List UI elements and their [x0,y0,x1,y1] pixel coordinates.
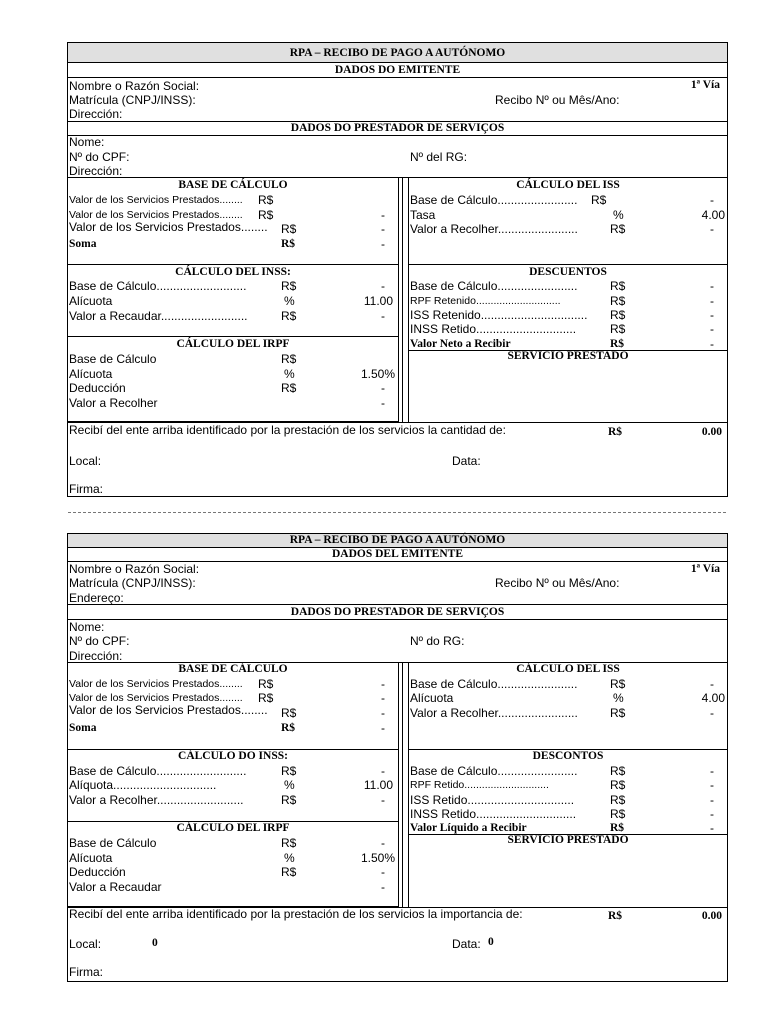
provider-address-label: Dirección: [69,164,123,178]
discount-row-currency: R$ [610,294,626,308]
emitter-header: DADOS DEL EMITENTE [331,548,463,560]
discount-row-label: RPF Retido............................. [410,779,549,791]
irpf-row-currency: R$ [281,865,297,879]
iss-row-value: - [710,193,714,207]
iss-row-currency: % [613,208,624,222]
irpf-row-currency: % [284,851,295,865]
irpf-row-currency: R$ [281,381,297,395]
base-total-currency: R$ [281,722,296,734]
discount-row-value: - [710,322,714,336]
discount-row-value: - [710,778,714,792]
irpf-row-label: Alícuota [69,367,113,381]
base-row-label: Valor de los Servicios Prestados........ [69,678,243,690]
via-label: 1ª Vía [690,563,720,575]
discounts-header: DESCONTOS [532,750,604,762]
base-row-value: - [381,222,385,236]
iss-row-currency: R$ [610,222,626,236]
provider-rg-label: Nº do RG: [410,634,465,648]
inss-row-label: Alícuota [69,294,113,308]
discount-row-value: - [710,807,714,821]
iss-row-currency: R$ [610,706,626,720]
base-total-label: Soma [69,238,97,250]
irpf-row-label: Alícuota [69,851,113,865]
iss-row-value: - [710,222,714,236]
date-value[interactable]: 0 [488,936,494,948]
via-label: 1ª Vía [690,79,720,91]
base-row-label: Valor de los Servicios Prestados........ [69,209,243,221]
base-total-currency: R$ [281,238,296,250]
irpf-row-value: - [381,836,385,850]
local-value[interactable]: 0 [152,937,158,949]
local-label: Local: [69,454,102,468]
inss-row-value: - [381,279,385,293]
base-total-value: - [381,237,385,251]
provider-header: DADOS DO PRESTADOR DE SERVIÇOS [290,606,505,618]
inss-row-value: 11.00 [363,778,393,792]
discount-row-label: RPF Retenido............................. [410,295,561,307]
iss-row-label: Base de Cálculo........................ [410,193,578,207]
provider-address-label: Dirección: [69,649,123,663]
emitter-address-label: Dirección: [69,107,123,121]
base-row-currency: R$ [281,706,297,720]
base-row-value: - [381,208,385,222]
iss-row-label: Valor a Recolher........................ [410,222,578,236]
inss-row-label: Valor a Recolher.......................... [69,793,244,807]
inss-row-value: 11.00 [363,294,393,308]
net-value-label: Valor Neto a Recibir [410,338,511,350]
inss-header: CÁLCULO DEL INSS: [175,266,291,278]
irpf-row-label: Deducción [69,381,126,395]
iss-header: CÁLCULO DEL ISS [516,663,620,675]
base-row-currency: R$ [258,691,274,705]
base-row-label: Valor de los Servicios Prestados........ [69,220,268,234]
irpf-row-value: - [381,396,385,410]
inss-row-currency: R$ [281,279,297,293]
inss-row-currency: R$ [281,309,297,323]
column-divider [402,177,403,422]
discount-row-value: - [710,308,714,322]
emitter-name-label: Nombre o Razón Social: [69,79,200,93]
base-row-value: - [381,706,385,720]
net-value-currency: R$ [610,822,625,834]
base-header: BASE DE CÁLCULO [178,663,288,675]
discount-row-label: INSS Retido.............................. [410,807,577,821]
iss-row-currency: % [613,691,624,705]
inss-row-label: Base de Cálculo........................... [69,279,247,293]
irpf-row-label: Valor a Recaudar [69,880,162,894]
base-total-label: Soma [69,722,97,734]
net-value: - [710,821,714,835]
base-row-label: Valor de los Servicios Prestados........ [69,703,268,717]
provider-name-label: Nome: [69,620,105,634]
emitter-header: DADOS DO EMITENTE [334,64,461,76]
base-row-value: - [381,677,385,691]
inss-row-currency: R$ [281,793,297,807]
base-row-currency: R$ [258,193,274,207]
discount-row-currency: R$ [610,807,626,821]
discount-row-label: ISS Retenido................................ [410,308,588,322]
inss-row-label: Base de Cálculo........................... [69,764,247,778]
inss-row-label: Alíquota............................... [69,778,217,792]
irpf-row-value: 1.50% [360,851,395,865]
discount-row-currency: R$ [610,764,626,778]
provider-rg-label: Nº del RG: [410,150,468,164]
column-divider [408,662,409,907]
emitter-recibo-label: Recibo Nº ou Mês/Ano: [495,93,620,107]
provider-name-label: Nome: [69,135,105,149]
discount-row-label: ISS Retido................................ [410,793,575,807]
provider-cpf-label: Nº do CPF: [69,150,130,164]
inss-row-currency: R$ [281,764,297,778]
irpf-row-label: Base de Cálculo [69,836,157,850]
irpf-header: CÁLCULO DEL IRPF [176,338,290,350]
discount-row-label: INSS Retido.............................. [410,322,577,336]
receipt-total: 0.00 [701,910,722,922]
column-divider [408,177,409,422]
discount-row-label: Base de Cálculo........................ [410,764,578,778]
receipt-statement: Recibí del ente arriba identificado por la prestación de los servicios la cantidad de: [69,423,506,437]
receipt-statement: Recibí del ente arriba identificado por la prestación de los servicios la importancia de: [69,907,523,921]
signature-label: Firma: [69,965,103,979]
emitter-name-label: Nombre o Razón Social: [69,562,200,576]
iss-row-label: Alícuota [410,691,454,705]
iss-row-value: 4.00 [701,691,725,705]
net-value-currency: R$ [610,338,625,350]
base-row-currency: R$ [258,208,274,222]
iss-row-value: - [710,677,714,691]
discount-row-currency: R$ [610,778,626,792]
net-value-label: Valor Líquido a Recibir [410,822,527,834]
iss-row-currency: R$ [610,677,626,691]
irpf-row-currency: R$ [281,352,297,366]
discount-row-label: Base de Cálculo........................ [410,279,578,293]
base-header: BASE DE CÁLCULO [178,179,288,191]
irpf-row-value: - [381,865,385,879]
column-divider [402,662,403,907]
irpf-row-value: - [381,880,385,894]
inss-row-value: - [381,793,385,807]
iss-row-currency: R$ [591,193,607,207]
irpf-header: CÁLCULO DEL IRPF [176,822,290,834]
discount-row-value: - [710,294,714,308]
divider [68,135,727,136]
receipt-currency: R$ [608,910,623,922]
discount-row-currency: R$ [610,308,626,322]
emitter-matricula-label: Matrícula (CNPJ/INSS): [69,576,196,590]
divider [68,619,727,620]
base-row-label: Valor de los Servicios Prestados........ [69,692,243,704]
discount-row-value: - [710,764,714,778]
receipt-title: RPA – RECIBO DE PAGO A AUTÓNOMO [289,47,506,59]
emitter-address-label: Endereço: [69,591,124,605]
service-header: SERVICIO PRESTADO [507,350,629,362]
iss-row-label: Base de Cálculo........................ [410,677,578,691]
iss-row-label: Tasa [410,208,436,222]
date-label: Data: [452,937,481,951]
irpf-row-value: - [381,381,385,395]
local-label: Local: [69,937,102,951]
iss-row-label: Valor a Recolher........................ [410,706,578,720]
service-header: SERVICIO PRESTADO [507,834,629,846]
inss-row-value: - [381,309,385,323]
base-total-value: - [381,721,385,735]
discount-row-currency: R$ [610,279,626,293]
irpf-row-label: Deducción [69,865,126,879]
emitter-matricula-label: Matrícula (CNPJ/INSS): [69,93,196,107]
signature-label: Firma: [69,482,103,496]
irpf-row-currency: R$ [281,836,297,850]
irpf-row-currency: % [284,367,295,381]
iss-row-value: 4.00 [701,208,725,222]
inss-header: CÁLCULO DO INSS: [178,750,288,762]
base-row-value: - [381,691,385,705]
base-row-label: Valor de los Servicios Prestados........ [69,194,243,206]
receipt-total: 0.00 [701,426,722,438]
discount-row-value: - [710,279,714,293]
iss-row-value: - [710,706,714,720]
net-value: - [710,337,714,351]
discount-row-currency: R$ [610,322,626,336]
provider-cpf-label: Nº do CPF: [69,634,130,648]
inss-row-label: Valor a Recaudar.......................... [69,309,248,323]
inss-row-value: - [381,764,385,778]
discount-row-currency: R$ [610,793,626,807]
discount-row-value: - [710,793,714,807]
cut-line [68,512,726,513]
inss-row-currency: % [284,294,295,308]
provider-header: DADOS DO PRESTADOR DE SERVIÇOS [290,122,505,134]
iss-header: CÁLCULO DEL ISS [516,179,620,191]
date-label: Data: [452,454,481,468]
irpf-row-label: Valor a Recolher [69,396,158,410]
base-row-currency: R$ [258,677,274,691]
inss-row-currency: % [284,778,295,792]
irpf-row-label: Base de Cálculo [69,352,157,366]
base-row-currency: R$ [281,222,297,236]
receipt-title: RPA – RECIBO DE PAGO A AUTÓNOMO [289,534,506,546]
emitter-recibo-label: Recibo Nº ou Mês/Ano: [495,576,620,590]
irpf-row-value: 1.50% [360,367,395,381]
discounts-header: DESCUENTOS [529,266,607,278]
receipt-currency: R$ [608,426,623,438]
